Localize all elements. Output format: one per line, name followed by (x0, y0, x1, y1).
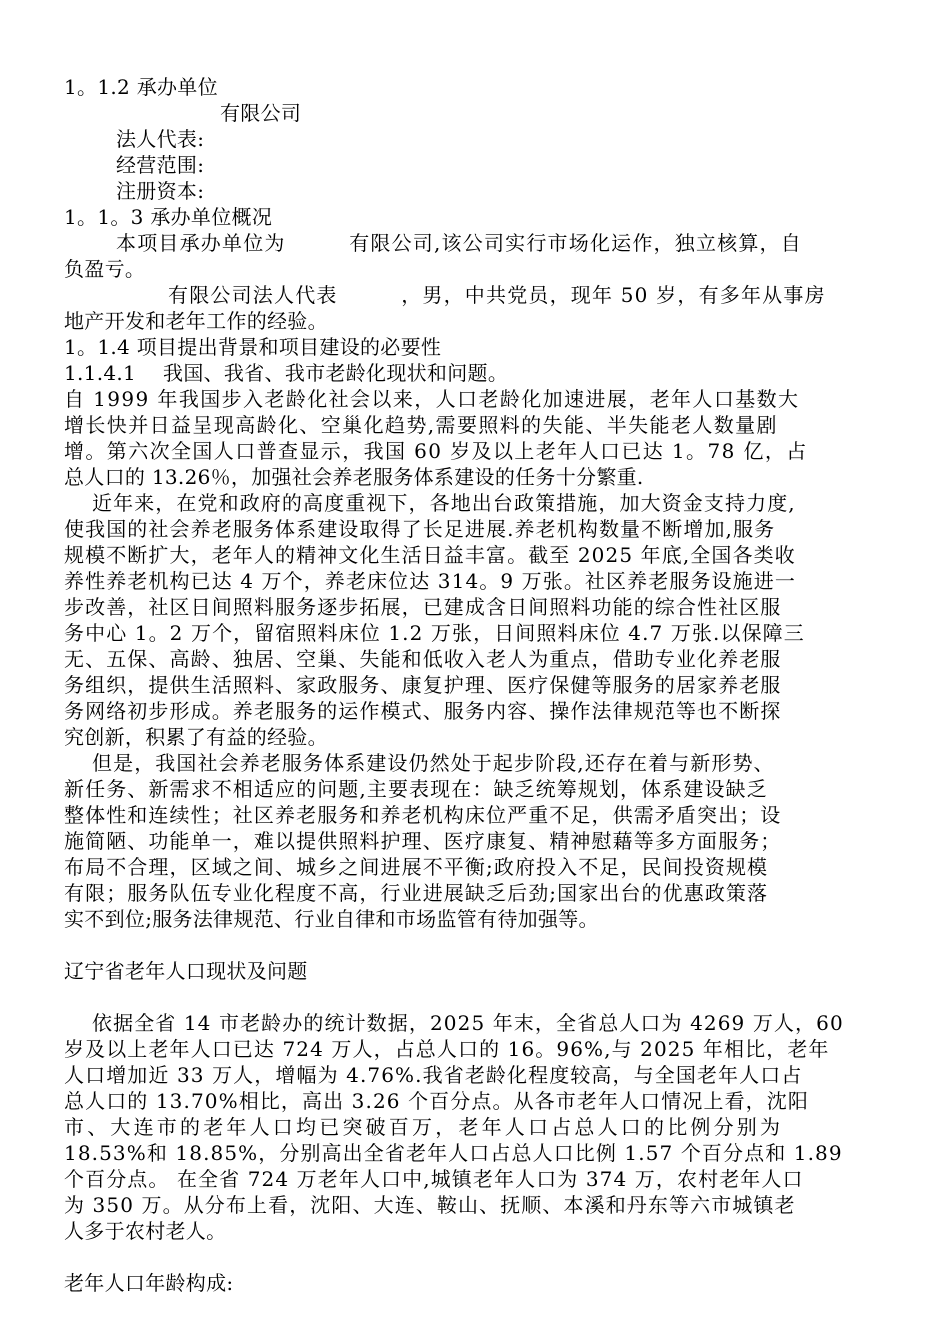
paragraph-line: 依据全省 14 市老龄办的统计数据，2025 年末，全省总人口为 4269 万人，60 (92, 1011, 844, 1035)
paragraph-line: 18.53%和 18.85%，分别高出全省老年人口占总人口比例 1.57 个百分点和 1.89 (64, 1141, 843, 1165)
paragraph-line: 但是，我国社会养老服务体系建设仍然处于起步阶段,还存在着与新形势、 (92, 751, 775, 775)
field-legal-representative: 法人代表: (116, 127, 205, 151)
paragraph-line: 步改善，社区日间照料服务逐步拓展，已建成含日间照料功能的综合性社区服 (64, 595, 782, 619)
paragraph-line: 近年来，在党和政府的高度重视下，各地出台政策措施，加大资金支持力度, (92, 491, 796, 515)
paragraph-line: 务中心 1。2 万个，留宿照料床位 1.2 万张，日间照料床位 4.7 万张.以保障三 (64, 621, 805, 645)
paragraph-line: 务组织，提供生活照料、家政服务、康复护理、医疗保健等服务的居家养老服 (64, 673, 782, 697)
paragraph-line: 总人口的 13.70%相比，高出 3.26 个百分点。从各市老年人口情况上看，沈阳 (64, 1089, 809, 1113)
paragraph-line: 为 350 万。从分布上看，沈阳、大连、鞍山、抚顺、本溪和丹东等六市城镇老 (64, 1193, 796, 1217)
paragraph-line: 本项目承办单位为 有限公司,该公司实行市场化运作，独立核算，自 (116, 231, 802, 255)
paragraph-line: 布局不合理，区域之间、城乡之间进展不平衡;政府投入不足，民间投资规模 (64, 855, 769, 879)
paragraph-line: 施简陋、功能单一，难以提供照料护理、医疗康复、精神慰藉等多方面服务； (64, 829, 782, 853)
section-heading-1-1-3: 1。1。3 承办单位概况 (64, 205, 273, 229)
paragraph-line: 人口增加近 33 万人，增幅为 4.76%.我省老龄化程度较高，与全国老年人口占 (64, 1063, 803, 1087)
paragraph-line: 实不到位;服务法律规范、行业自律和市场监管有待加强等。 (64, 907, 599, 931)
field-registered-capital: 注册资本: (116, 179, 205, 203)
paragraph-line: 增。第六次全国人口普查显示，我国 60 岁及以上老年人口已达 1。78 亿，占 (64, 439, 808, 463)
paragraph-line: 自 1999 年我国步入老龄化社会以来，人口老龄化加速进展，老年人口基数大 (64, 387, 800, 411)
paragraph-line: 使我国的社会养老服务体系建设取得了长足进展.养老机构数量不断增加,服务 (64, 517, 776, 541)
paragraph-line: 规模不断扩大，老年人的精神文化生活日益丰富。截至 2025 年底,全国各类收 (64, 543, 796, 567)
paragraph-line: 市、大连市的老年人口均已突破百万，老年人口占总人口的比例分别为 (64, 1115, 784, 1139)
paragraph-line: 负盈亏。 (64, 257, 146, 281)
paragraph-line: 有限；服务队伍专业化程度不高，行业进展缺乏后劲;国家出台的优惠政策落 (64, 881, 769, 905)
paragraph-line: 个百分点。 在全省 724 万老年人口中,城镇老年人口为 374 万，农村老年人口 (64, 1167, 804, 1191)
paragraph-line: 增长快并日益呈现高龄化、空巢化趋势,需要照料的失能、半失能老人数量剧 (64, 413, 778, 437)
paragraph-line: 地产开发和老年工作的经验。 (64, 309, 328, 333)
paragraph-line: 新任务、新需求不相适应的问题,主要表现在：缺乏统筹规划，体系建设缺乏 (64, 777, 768, 801)
paragraph-line: 务网络初步形成。养老服务的运作模式、服务内容、操作法律规范等也不断探 (64, 699, 782, 723)
age-structure-heading: 老年人口年龄构成: (64, 1271, 234, 1295)
paragraph-line: 无、五保、高龄、独居、空巢、失能和低收入老人为重点，借助专业化养老服 (64, 647, 782, 671)
liaoning-heading: 辽宁省老年人口现状及问题 (64, 959, 308, 983)
section-heading-1-1-4: 1。1.4 项目提出背景和项目建设的必要性 (64, 335, 442, 359)
paragraph-line: 究创新，积累了有益的经验。 (64, 725, 328, 749)
paragraph-line: 整体性和连续性；社区养老服务和养老机构床位严重不足，供需矛盾突出；设 (64, 803, 782, 827)
paragraph-line: 人多于农村老人。 (64, 1219, 227, 1243)
sub-heading-1-1-4-1: 1.1.4.1 我国、我省、我市老龄化现状和问题。 (64, 361, 509, 385)
paragraph-line: 养性养老机构已达 4 万个，养老床位达 314。9 万张。社区养老服务设施进一 (64, 569, 796, 593)
section-heading-1-1-2: 1。1.2 承办单位 (64, 75, 218, 99)
company-name: 有限公司 (220, 101, 302, 125)
paragraph-line: 总人口的 13.26％，加强社会养老服务体系建设的任务十分繁重. (64, 465, 644, 489)
paragraph-line: 岁及以上老年人口已达 724 万人，占总人口的 16。96%,与 2025 年相比，老年 (64, 1037, 830, 1061)
field-business-scope: 经营范围: (116, 153, 205, 177)
paragraph-line: 有限公司法人代表 ，男，中共党员，现年 50 岁，有多年从事房 (168, 283, 826, 307)
